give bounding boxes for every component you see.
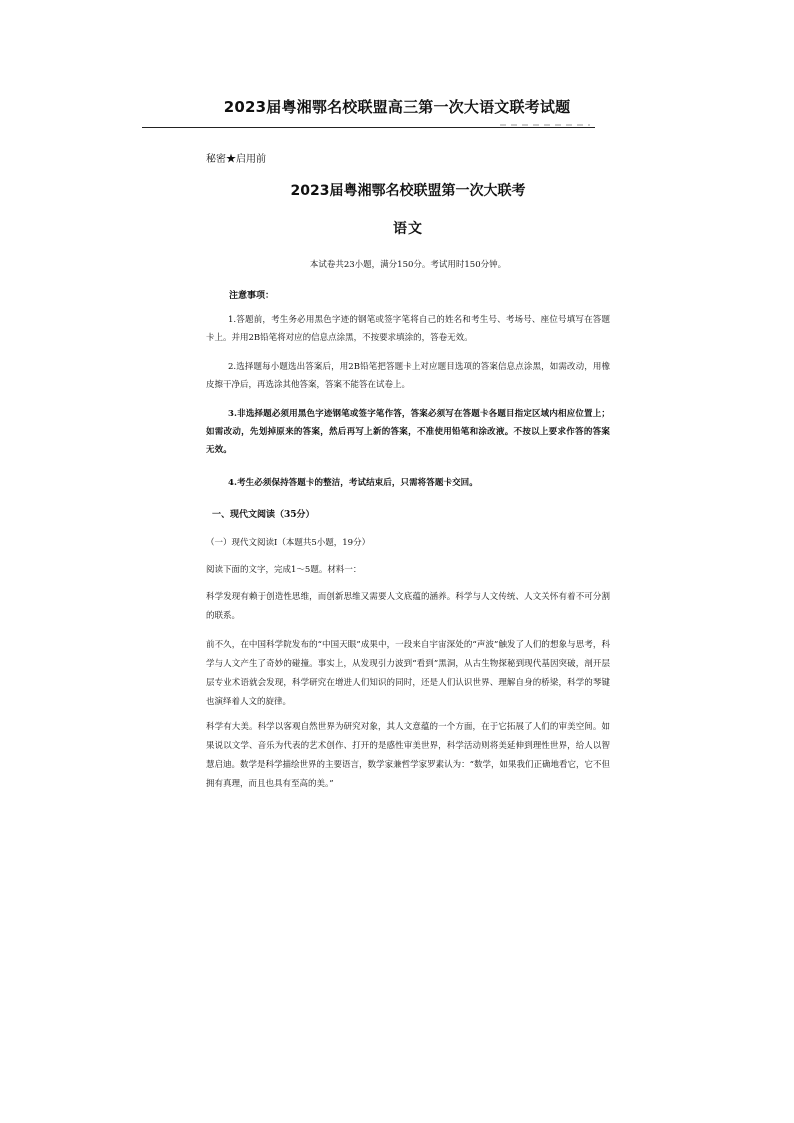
notice-item-3: 3.非选择题必须用黑色字迹钢笔或签字笔作答，答案必须写在答题卡各题目指定区域内相应位置上；如需改动，先划掉原来的答案，然后再写上新的答案，不准使用铅笔和涂改液。不按以上要求作答的答案无效。 <box>206 409 610 455</box>
notice-item-4: 4.考生必须保持答题卡的整洁，考试结束后，只需将答题卡交回。 <box>228 478 478 488</box>
header-rule-artifact <box>500 124 590 126</box>
notice-item-2: 2.选择题每小题选出答案后，用2B铅笔把答题卡上对应题目选项的答案信息点涂黑，如需改动，用橡皮擦干净后，再选涂其他答案，答案不能答在试卷上。 <box>206 362 610 390</box>
subsection-heading: （一）现代文阅读Ⅰ（本题共5小题，19分） <box>206 538 371 548</box>
paragraph-2: 前不久，在中国科学院发布的“中国天眼”成果中，一段来自宇宙深处的“声波”触发了人们的想象与思考，科学与人文产生了奇妙的碰撞。事实上，从发现引力波到“看到”黑洞，从古生物探秘到现代基因突破，剖开层层专业术语就会发现，科学研究在增进人们知识的同时，还是人们认识世界、理解自身的桥梁，科学的琴键也演绎着人文的旋律。 <box>206 640 610 707</box>
page-header: 2023届粤湘鄂名校联盟高三第一次大语文联考试题 <box>223 98 571 116</box>
notice-item-1: 1.答题前，考生务必用黑色字迹的钢笔或签字笔将自己的姓名和考生号、考场号、座位号填写在答题卡上。并用2B铅笔将对应的信息点涂黑，不按要求填涂的，答卷无效。 <box>206 315 610 343</box>
subject-title: 语文 <box>393 221 423 237</box>
paragraph-1: 科学发现有赖于创造性思维，而创新思维又需要人文底蕴的涵养。科学与人文传统、人文关怀有着不可分割的联系。 <box>206 592 610 621</box>
paragraph-3: 科学有大美。科学以客观自然世界为研究对象，其人文意蕴的一个方面，在于它拓展了人们的审美空间。如果说以文学、音乐为代表的艺术创作、打开的是感性审美世界，科学活动则将美延伸到理性世界，给人以智慧启迪。数学是科学描绘世界的主要语言，数学家兼哲学家罗素认为：“数学，如果我们正确地看它，它不但拥有真理，而且也具有至高的美。” <box>206 722 610 789</box>
section-heading: 一、现代文阅读（35分） <box>212 510 315 520</box>
notice-heading: 注意事项： <box>229 291 275 301</box>
reading-instruction: 阅读下面的文字，完成1～5题。材料一： <box>206 565 362 575</box>
exam-info: 本试卷共23小题，满分150分。考试用时150分钟。 <box>309 260 507 270</box>
scanned-exam-page <box>206 140 610 820</box>
exam-title: 2023届粤湘鄂名校联盟第一次大联考 <box>290 183 526 199</box>
header-rule <box>142 127 595 128</box>
secret-label: 秘密★启用前 <box>206 154 266 165</box>
